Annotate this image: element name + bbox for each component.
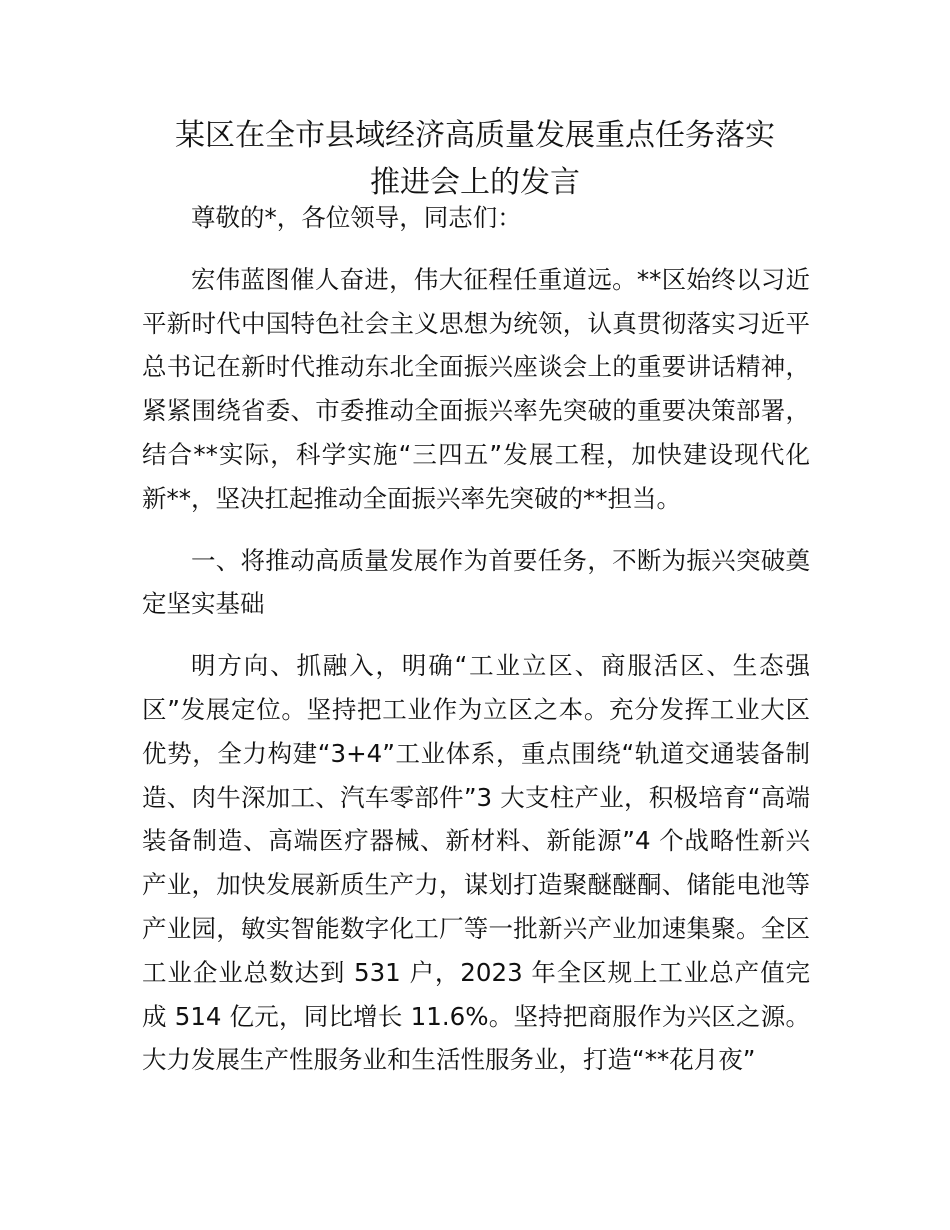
paragraph-line: 工业企业总数达到 531 户，2023 年全区规上工业总产值完 — [142, 957, 810, 987]
paragraph-line: 一、将推动高质量发展作为首要任务，不断为振兴突破奠 — [191, 545, 810, 575]
paragraph-line: 产业，加快发展新质生产力，谋划打造聚醚醚酮、储能电池等 — [142, 870, 810, 900]
section-1-paragraph — [142, 644, 810, 1082]
paragraph-line: 成 514 亿元，同比增长 11.6%。坚持把商服作为兴区之源。 — [142, 1001, 810, 1031]
document-title — [120, 112, 830, 206]
document-body — [142, 196, 810, 1082]
paragraph-line: 宏伟蓝图催人奋进，伟大征程任重道远。**区始终以习近 — [191, 264, 810, 294]
paragraph-line: 优势，全力构建“3+4”工业体系，重点围绕“轨道交通装备制 — [142, 738, 810, 768]
paragraph-line: 大力发展生产性服务业和生活性服务业，打造“**花月夜” — [142, 1045, 756, 1075]
paragraph-line: 产业园，敏实智能数字化工厂等一批新兴产业加速集聚。全区 — [142, 913, 810, 943]
paragraph-line: 造、肉牛深加工、汽车零部件”3 大支柱产业，积极培育“高端 — [142, 782, 810, 812]
paragraph-line: 尊敬的*，各位领导，同志们： — [191, 203, 522, 232]
title-line-1: 某区在全市县域经济高质量发展重点任务落实 — [175, 118, 775, 153]
intro-paragraph — [142, 258, 810, 521]
paragraph-line: 平新时代中国特色社会主义思想为统领，认真贯彻落实习近平 — [142, 308, 810, 338]
salutation-paragraph — [142, 196, 810, 240]
paragraph-line: 明方向、抓融入，明确“工业立区、商服活区、生态强 — [191, 651, 810, 681]
title-line-2: 推进会上的发言 — [370, 165, 580, 200]
paragraph-line: 区”发展定位。坚持把工业作为立区之本。充分发挥工业大区 — [142, 694, 810, 724]
paragraph-line: 结合**实际，科学实施“三四五”发展工程，加快建设现代化 — [142, 439, 810, 469]
paragraph-line: 新**，坚决扛起推动全面振兴率先突破的**担当。 — [142, 483, 681, 513]
paragraph-line: 总书记在新时代推动东北全面振兴座谈会上的重要讲话精神， — [142, 352, 810, 382]
paragraph-line: 定坚实基础 — [142, 589, 265, 619]
section-heading-1 — [142, 539, 810, 627]
paragraph-line: 紧紧围绕省委、市委推动全面振兴率先突破的重要决策部署， — [142, 396, 810, 426]
paragraph-line: 装备制造、高端医疗器械、新材料、新能源”4 个战略性新兴 — [142, 826, 810, 856]
